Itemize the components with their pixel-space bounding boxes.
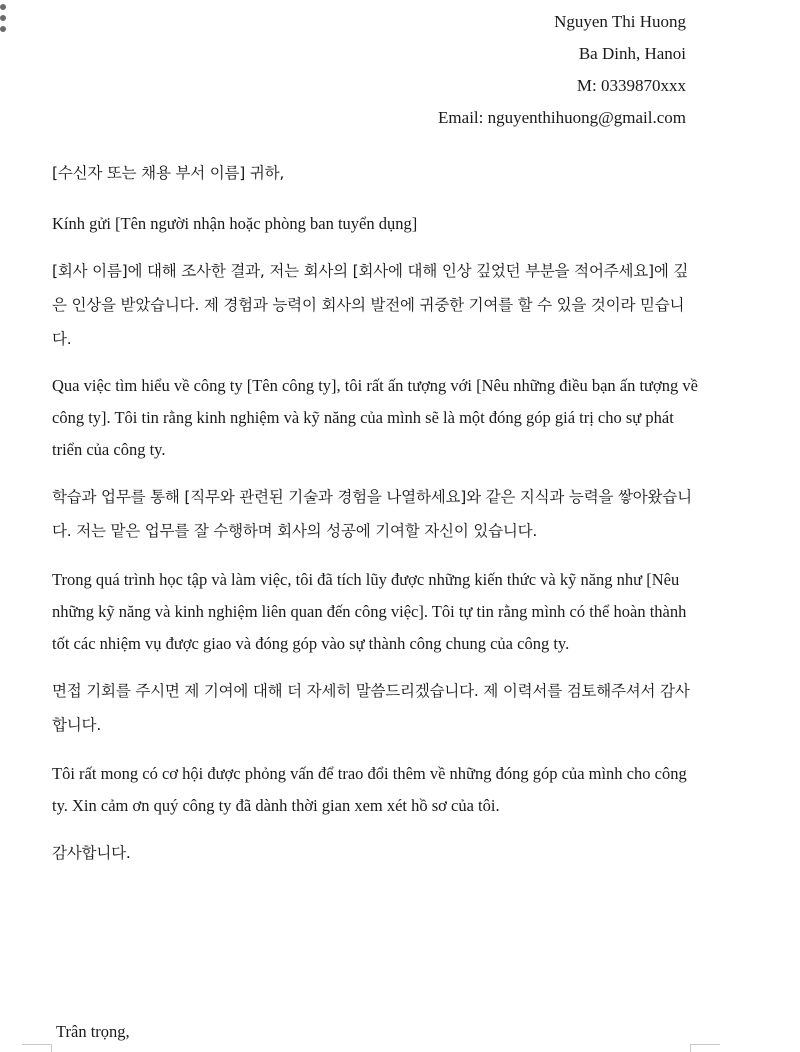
closing-vietnamese: Trân trọng, xyxy=(56,1022,130,1041)
sender-email: Email: nguyenthihuong@gmail.com xyxy=(438,108,686,127)
page-corner-mark-right xyxy=(690,1044,720,1045)
sender-name: Nguyen Thi Huong xyxy=(554,12,686,31)
sender-address: Ba Dinh, Hanoi xyxy=(578,44,686,63)
paragraph-1-korean: [회사 이름]에 대해 조사한 결과, 저는 회사의 [회사에 대해 인상 깊었던 부분을 적어주세요]에 깊은 인상을 받았습니다. 제 경험과 능력이 회사의 발전에 귀중한 기여를 할 수 있을 것이라 믿습니다. xyxy=(52,262,689,348)
paragraph-3-korean: 면접 기회를 주시면 제 기여에 대해 더 자세히 말씀드리겠습니다. 제 이력서를 검토해주셔서 감사합니다. xyxy=(52,682,690,734)
thanks-korean: 감사합니다. xyxy=(52,844,131,862)
paragraph-2-vietnamese: Trong quá trình học tập và làm việc, tôi đã tích lũy được những kiến thức và kỹ năng như [Nêu những kỹ năng và kinh nghiệm liên quan đến công việc]. Tôi tự tin rằng mình có thể hoàn thành tốt các nhiệm vụ được giao và đóng góp vào sự thành công chung của công ty. xyxy=(52,570,687,653)
paragraph-2-korean: 학습과 업무를 통해 [직무와 관련된 기술과 경험을 나열하세요]와 같은 지식과 능력을 쌓아왔습니다. 저는 맡은 업무를 잘 수행하며 회사의 성공에 기여할 자신이 있습니다. xyxy=(52,488,692,540)
sender-block xyxy=(438,6,686,134)
sender-mobile: M: 0339870xxx xyxy=(576,76,686,95)
more-options-icon[interactable] xyxy=(0,4,10,40)
salutation-korean: [수신자 또는 채용 부서 이름] 귀하, xyxy=(52,164,285,182)
paragraph-1-vietnamese: Qua việc tìm hiểu về công ty [Tên công ty], tôi rất ấn tượng với [Nêu những điều bạn ấn tượng về công ty]. Tôi tin rằng kinh nghiệm và kỹ năng của mình sẽ là một đóng góp giá trị cho sự phát triển của công ty. xyxy=(52,376,698,459)
paragraph-3-vietnamese: Tôi rất mong có cơ hội được phỏng vấn để trao đổi thêm về những đóng góp của mình cho công ty. Xin cảm ơn quý công ty đã dành thời gian xem xét hồ sơ của tôi. xyxy=(52,764,687,815)
page-corner-mark-left xyxy=(22,1044,52,1045)
salutation-vietnamese: Kính gửi [Tên người nhận hoặc phòng ban tuyển dụng] xyxy=(52,214,418,233)
letter-body xyxy=(52,156,702,870)
